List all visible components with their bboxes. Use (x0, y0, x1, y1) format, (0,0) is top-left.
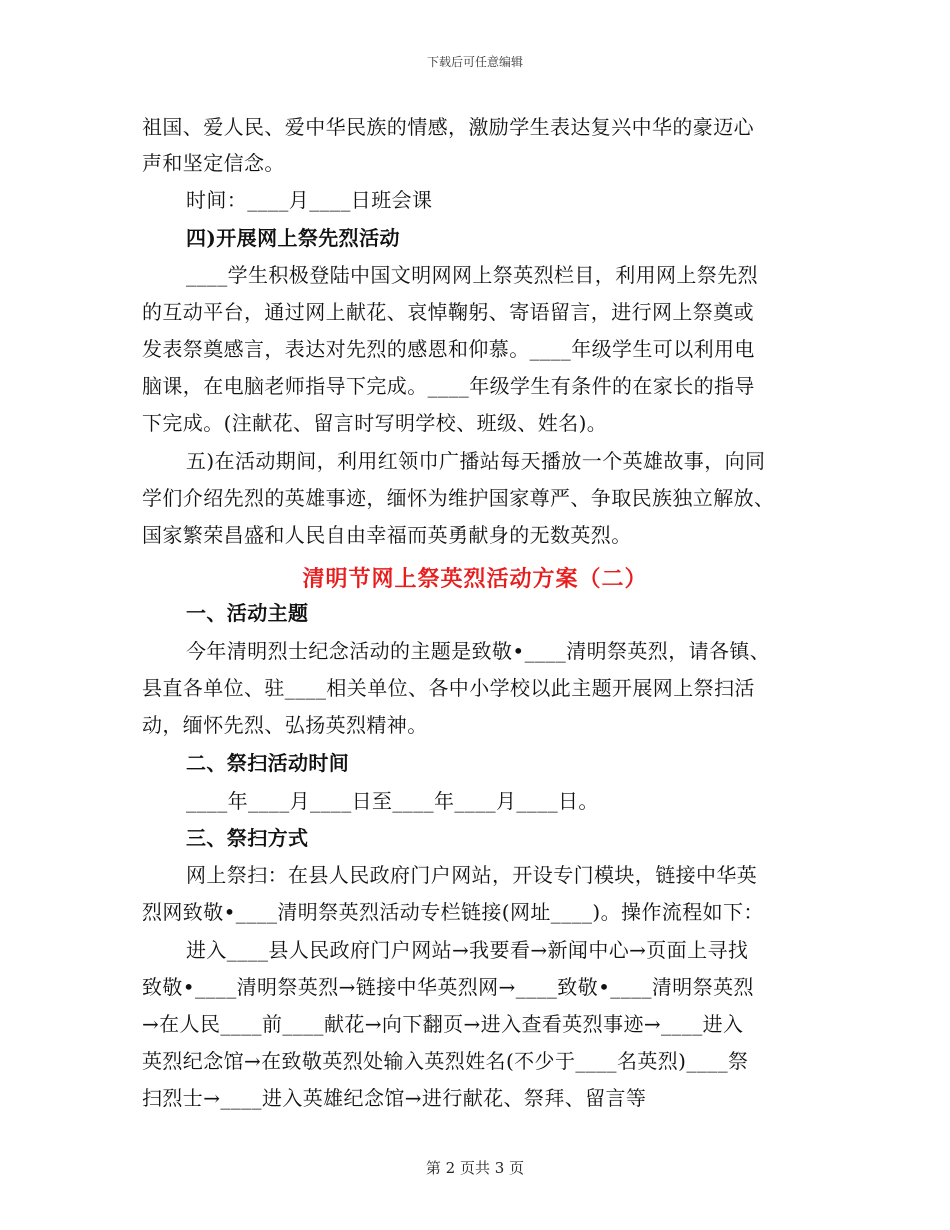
paragraph-line: 英烈纪念馆→在致敬英烈处输入英烈姓名(不少于____名英烈)____祭 (142, 1049, 749, 1073)
paragraph-line: ____学生积极登陆中国文明网网上祭英烈栏目，利用网上祭先烈 (186, 263, 758, 287)
paragraph-line: 下完成。(注献花、留言时写明学校、班级、姓名)。 (142, 411, 608, 435)
paragraph-line: 五)在活动期间，利用红领巾广播站每天播放一个英雄故事，向同 (186, 449, 766, 473)
paragraph-line: 致敬•____清明祭英烈→链接中华英烈网→____致敬•____清明祭英烈 (142, 975, 754, 999)
paragraph-line: 扫烈士→____进入英雄纪念馆→进行献花、祭拜、留言等 (142, 1086, 647, 1110)
paragraph-line: 网上祭扫：在县人民政府门户网站，开设专门模块，链接中华英 (186, 863, 758, 887)
paragraph-line: 学们介绍先烈的英雄事迹，缅怀为维护国家尊严、争取民族独立解放、 (142, 486, 775, 510)
section-heading: 一、活动主题 (186, 601, 309, 625)
paragraph-line: 声和坚定信念。 (142, 151, 285, 175)
paragraph-line: 的互动平台，通过网上献花、哀悼鞠躬、寄语留言，进行网上祭奠或 (142, 300, 754, 324)
paragraph-line: 县直各单位、驻____相关单位、各中小学校以此主题开展网上祭扫活 (142, 676, 755, 700)
paragraph-line: →在人民____前____献花→向下翻页→进入查看英烈事迹→____进入 (142, 1012, 744, 1036)
document-title: 清明节网上祭英烈活动方案（二） (302, 566, 648, 592)
page-footer: 第 2 页共 3 页 (425, 1159, 525, 1177)
paragraph-line: ____年____月____日至____年____月____日。 (186, 789, 599, 813)
paragraph-line: 进入____县人民政府门户网站→我要看→新闻中心→页面上寻找 (186, 938, 749, 962)
paragraph-line: 烈网致敬•____清明祭英烈活动专栏链接(网址____)。操作流程如下： (142, 900, 764, 924)
section-heading: 二、祭扫活动时间 (186, 751, 350, 775)
paragraph-line: 发表祭奠感言，表达对先烈的感恩和仰慕。____年级学生可以利用电 (142, 337, 755, 361)
paragraph-line: 脑课，在电脑老师指导下完成。____年级学生有条件的在家长的指导 (142, 374, 755, 398)
section-heading: 三、祭扫方式 (186, 826, 309, 850)
paragraph-line: 国家繁荣昌盛和人民自由幸福而英勇献身的无数英烈。 (142, 523, 632, 547)
paragraph-line: 祖国、爱人民、爱中华民族的情感，激励学生表达复兴中华的豪迈心 (142, 115, 754, 139)
page-header: 下载后可任意编辑 (426, 55, 523, 69)
paragraph-line: 动，缅怀先烈、弘扬英烈精神。 (142, 713, 428, 737)
section-heading: 四)开展网上祭先烈活动 (186, 226, 400, 250)
paragraph-line: 时间：____月____日班会课 (186, 188, 433, 212)
paragraph-line: 今年清明烈士纪念活动的主题是致敬•____清明祭英烈，请各镇、 (186, 639, 771, 663)
